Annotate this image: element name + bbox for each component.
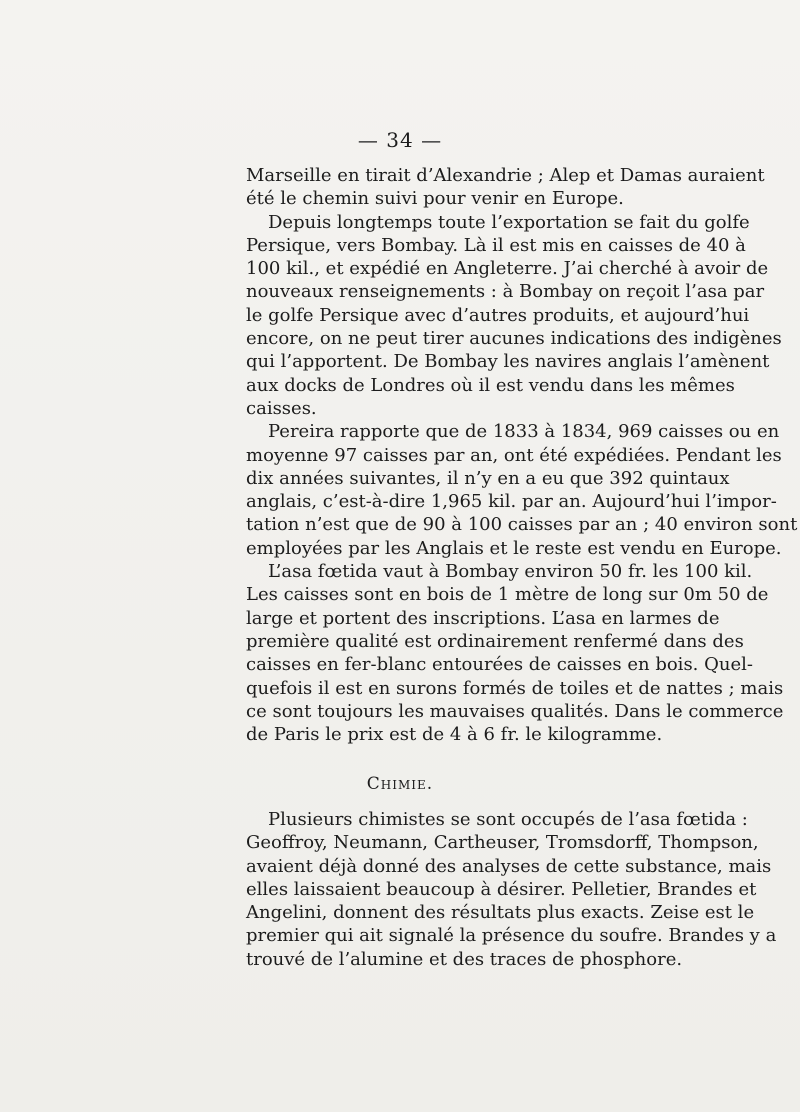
text-line: le golfe Persique avec d’autres produits, et aujourd’hui [246,304,750,326]
text-line: aux docks de Londres où il est vendu dans les mêmes [246,374,735,396]
text-line: Les caisses sont en bois de 1 mètre de long sur 0m 50 de [246,584,769,606]
text-line: été le chemin suivi pour venir en Europe. [246,188,624,210]
text-line: 100 kil., et expédié en Angleterre. J’ai cherché à avoir de [246,258,769,280]
text-line: qui l’apportent. De Bombay les navires anglais l’amènent [246,351,770,373]
text-line: quefois il est en surons formés de toiles et de nattes ; mais [246,677,784,699]
text-line: Geoffroy, Neumann, Cartheuser, Tromsdorff, Thompson, [246,832,759,854]
text-line: elles laissaient beaucoup à désirer. Pelletier, Brandes et [246,878,757,900]
text-line: Angelini, donnent des résultats plus exacts. Zeise est le [246,902,755,924]
text-line: L’asa fœtida vaut à Bombay environ 50 fr. les 100 kil. [268,561,753,583]
text-line: Persique, vers Bombay. Là il est mis en caisses de 40 à [246,234,746,256]
text-line: moyenne 97 caisses par an, ont été expédiées. Pendant les [246,444,782,466]
paragraph [246,164,765,211]
text-line: tation n’est que de 90 à 100 caisses par an ; 40 environ sont [246,514,798,536]
text-block-chemistry [246,808,777,971]
text-line: Depuis longtemps toute l’exportation se fait du golfe [268,211,750,233]
text-line: de Paris le prix est de 4 à 6 fr. le kilogramme. [246,724,663,746]
paragraph [246,211,782,421]
text-line: large et portent des inscriptions. L’asa en larmes de [246,607,720,629]
paragraph [246,420,798,560]
text-line: ce sont toujours les mauvaises qualités. Dans le commerce [246,700,784,722]
text-line: Pereira rapporte que de 1833 à 1834, 969 caisses ou en [268,421,780,443]
text-line: dix années suivantes, il n’y en a eu que 392 quintaux [246,467,730,489]
text-line: avaient déjà donné des analyses de cette substance, mais [246,855,772,877]
text-line: nouveaux renseignements : à Bombay on reçoit l’asa par [246,281,765,303]
page-number: — 34 — [357,128,443,152]
text-line: encore, on ne peut tirer aucunes indications des indigènes [246,328,782,350]
text-block-main [246,164,798,746]
text-line: première qualité est ordinairement renfermé dans des [246,630,744,652]
paragraph [246,808,777,971]
text-line: premier qui ait signalé la présence du soufre. Brandes y a [246,925,777,947]
text-line: trouvé de l’alumine et des traces de phosphore. [246,948,683,970]
text-line: caisses en fer-blanc entourées de caisses en bois. Quel- [246,654,753,676]
text-line: anglais, c’est-à-dire 1,965 kil. par an. Aujourd’hui l’impor- [246,491,777,513]
text-line: caisses. [246,397,317,419]
text-line: Plusieurs chimistes se sont occupés de l’asa fœtida : [268,809,748,830]
text-line: employées par les Anglais et le reste est vendu en Europe. [246,537,782,559]
section-heading: Chimie. [366,774,434,794]
text-line: Marseille en tirait d’Alexandrie ; Alep et Damas auraient [246,165,765,186]
paragraph [246,560,784,746]
